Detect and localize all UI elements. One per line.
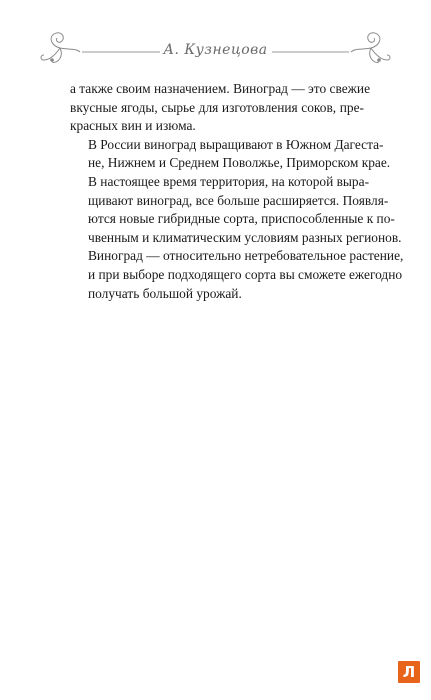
- text-line: красных вин и изюма.: [70, 118, 196, 134]
- paragraph: [70, 80, 371, 136]
- text-line: и при выборе подходящего сорта вы сможете ежегодно: [88, 266, 403, 282]
- text-line: а также своим назначением. Виноград — это свежие: [70, 81, 371, 96]
- text-line: Виноград — относительно нетребовательное растение,: [88, 248, 404, 264]
- text-line: В настоящее время территория, на которой выра-: [88, 173, 370, 189]
- paragraph: [70, 173, 404, 303]
- page-header: [0, 0, 431, 80]
- text-line: ются новые гибридные сорта, приспособленные к по-: [88, 211, 395, 227]
- publisher-logo-letter: Л: [402, 663, 416, 681]
- text-line: чвенным и климатическим условиям разных регионов.: [88, 229, 402, 245]
- text-line: не, Нижнем и Среднем Поволжье, Приморском крае.: [88, 155, 391, 171]
- text-line: щивают виноград, все больше расширяется. Появля-: [88, 192, 389, 208]
- text-line: вкусные ягоды, сырье для изготовления соков, пре-: [70, 99, 364, 115]
- body-text: [70, 80, 404, 303]
- paragraph: [70, 136, 391, 173]
- text-line: получать большой урожай.: [88, 285, 242, 301]
- publisher-logo: [398, 661, 420, 683]
- header-ornament: [0, 0, 431, 80]
- author-name: А. Кузнецова: [163, 42, 268, 58]
- text-line: В России виноград выращивают в Южном Дагеста-: [88, 136, 384, 152]
